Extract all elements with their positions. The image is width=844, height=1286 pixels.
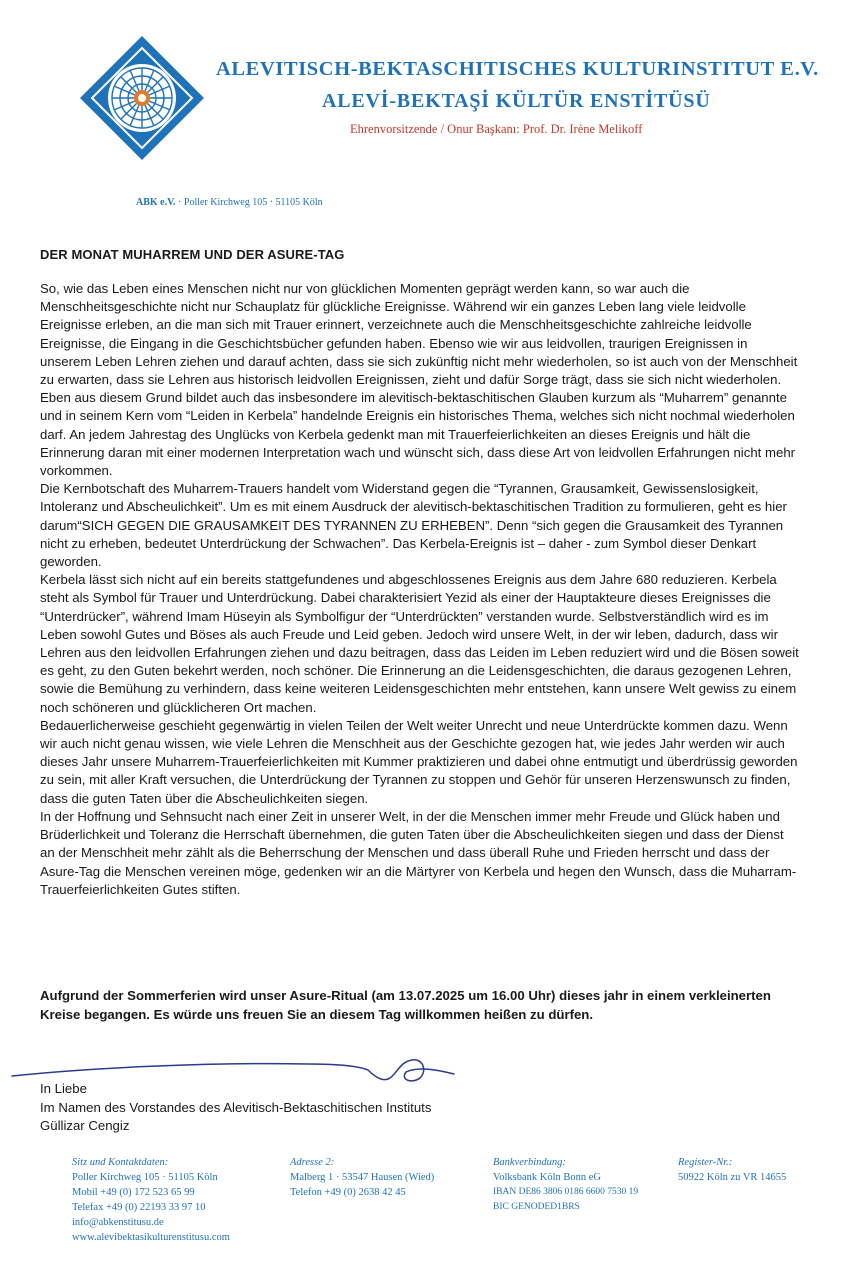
footer-register-line: 50922 Köln zu VR 14655 — [678, 1172, 787, 1183]
org-title-turkish: ALEVİ-BEKTAŞİ KÜLTÜR ENSTİTÜSÜ — [322, 90, 711, 112]
footer-contact-line: Telefax +49 (0) 22193 33 97 10 — [72, 1202, 206, 1213]
sender-address: · Poller Kirchweg 105 · 51105 Köln — [175, 197, 323, 208]
footer-email: info@abkenstitusu.de — [72, 1217, 164, 1228]
closing-greeting: In Liebe — [40, 1081, 87, 1096]
body-paragraph: So, wie das Leben eines Menschen nicht nur von glücklichen Momenten geprägt werden kann, so war auch die Menschheitsgeschichte nicht nur Schauplatz für glückliche Ereignisse. Während wir ein ganzes Leben lang viele leidvolle Ereignisse erleben, an die man sich mit Trauer erinnert, verzeichnete auch die Menschheitsgeschichte zahlreiche leidvolle Ereignisse, die Eingang in die Geschichtsbücher gefunden haben. Ebenso wie wir aus leidvollen, traurigen Ereignissen in unserem Leben Lehren ziehen und darauf achten, dass sie sich zukünftig nicht mehr wiederholen, so ist auch von der Menschheit zu erwarten, dass sie Lehren aus historisch leidvollen Ereignissen, zieht und dafür Sorge trägt, dass sie sich nicht wiederholen. Eben aus diesem Grund bildet auch das insbesondere im alevitisch-bektaschitischen Glauben kurzum als “Muharrem” genannte und in seinem Kern vom “Leiden in Kerbela” handelnde Ereignis ein historisches Thema, welches sich nicht nochmal wiederholen darf. An jedem Jahrestag des Unglücks von Kerbela gedenkt man mit Trauerfeierlichkeiten an dieses Ereignis und hält die Erinnerung daran mit einer modernen Interpretation wach und wünscht sich, dass diese Art von leidvollen Erfahrungen nicht mehr vorkommen. — [40, 281, 798, 479]
footer-register-heading: Register-Nr.: — [678, 1157, 733, 1168]
body-paragraph: In der Hoffnung und Sehnsucht nach einer Zeit in unserer Welt, in der die Menschen immer mehr Freude und Glück haben und Brüderlichkeit und Toleranz die Herrschaft übernehmen, die guten Taten über die Abscheulichkeiten siegen und dass der Dienst an der Menschheit mehr zählt als die Beherrschung der Menschen und dass überall Ruhe und Frieden herrscht und dass der Asure-Tag die Menschen vereinen möge, gedenken wir an die Märtyrer von Kerbela und hegen den Wunsch, dass die Muharram-Trauerfeierlichkeiten Gutes stiften. — [40, 808, 797, 897]
org-title-german: ALEVITISCH-BEKTASCHITISCHES KULTURINSTITUT E.V. — [216, 58, 819, 80]
body-paragraph: Bedauerlicherweise geschieht gegenwärtig in vielen Teilen der Welt weiter Unrecht und neue Unterdrückte kommen dazu. Wenn wir auch nicht genau wissen, wie viele Lehren die Menschheit aus der Geschichte gezogen hat, wie jedes Jahr werden wir auch dieses Jahr unsere Muharrem-Trauerfeierlichkeiten mit Kummer praktizieren und dabei ohne entmutigt und überdrüssig geworden zu sein, mit aller Kraft versuchen, die Unterdrückung der Tyrannen zu stoppen und Gehör für unseren Herzenswunsch zu finden, dass die guten Taten über die Abscheulichkeiten siegen. — [40, 717, 798, 806]
sender-line — [136, 197, 323, 208]
closing-block — [40, 1080, 431, 1136]
signatory-name: Güllizar Cengiz — [40, 1118, 130, 1133]
footer-address2-line: Telefon +49 (0) 2638 42 45 — [290, 1187, 406, 1198]
footer-address2-line: Malberg 1 · 53547 Hausen (Wied) — [290, 1172, 435, 1183]
footer-address2 — [290, 1155, 434, 1200]
footer-bank-bic: BIC GENODED1BRS — [493, 1202, 580, 1212]
body-paragraph: Die Kernbotschaft des Muharrem-Trauers handelt vom Widerstand gegen die “Tyrannen, Grausamkeit, Gewissenslosigkeit, Intoleranz und Abscheulichkeit”. Um es mit einem Ausdruck der alevitisch-bektaschitischen Tradition zu formulieren, geht es hier darum“SICH GEGEN DIE GRAUSAMKEIT DES TYRANNEN ZU ERHEBEN”. Denn “sich gegen die Grausamkeit des Tyrannen nicht zu erheben, bedeutet Unterdrückung der Schwachen”. Das Kerbela-Ereignis ist – daher - zum Symbol dieser Denkart geworden. — [40, 481, 787, 570]
footer-bank-iban: IBAN DE86 3806 0186 6600 7530 19 — [493, 1187, 639, 1197]
document-body — [40, 280, 800, 899]
footer-register — [678, 1155, 786, 1185]
abk-logo — [78, 34, 206, 162]
document-heading: DER MONAT MUHARREM UND DER ASURE-TAG — [40, 247, 345, 262]
footer-bank-line: Volksbank Köln Bonn eG — [493, 1172, 602, 1183]
footer-website: www.alevibektasikulturenstitusu.com — [72, 1232, 230, 1243]
event-notice: Aufgrund der Sommerferien wird unser Asure-Ritual (am 13.07.2025 um 16.00 Uhr) dieses jahr in einem verkleinerten Kreise begangen. Es würde uns freuen Sie an diesem Tag willkommen heißen zu dürfen. — [40, 988, 771, 1022]
footer-contact-heading: Sitz und Kontaktdaten: — [72, 1157, 169, 1168]
body-paragraph: Kerbela lässt sich nicht auf ein bereits stattgefundenes und abgeschlossenes Ereignis aus dem Jahre 680 reduzieren. Kerbela steht als Symbol für Trauer und Unterdrückung. Dabei charakterisiert Yezid als einer der Hauptakteure dieses Ereignisses die “Unterdrücker”, während Imam Hüseyin als Symbolfigur der “Unterdrückten” verstanden wurde. Selbstverständlich wird es im Leben sowohl Gutes und Böses als auch Freude und Leid geben. Jedoch wird unsere Welt, in der wir leben, dadurch, dass wir Lehren aus den leidvollen Erfahrungen ziehen und dazu beitragen, dass das Leiden im Leben reduziert wird und die Bösen soweit es geht, zu den Guten bekehrt werden, noch schöner. Die Erinnerung an die Leidensgeschichten, die daraus gezogenen Lehren, sowie die Bemühung zu verhindern, dass keine weiteren Leidensgeschichten mehr entstehen, kann unsere Welt gewiss zu einem noch schöneren und glücklicheren Ort machen. — [40, 572, 799, 715]
sender-org: ABK e.V. — [136, 197, 176, 208]
footer-bank-heading: Bankverbindung: — [493, 1157, 566, 1168]
footer-bank — [493, 1155, 638, 1215]
footer-contact-line: Mobil +49 (0) 172 523 65 99 — [72, 1187, 195, 1198]
footer-contact-line: Poller Kirchweg 105 · 51105 Köln — [72, 1172, 218, 1183]
footer-contact — [72, 1155, 230, 1245]
footer-address2-heading: Adresse 2: — [290, 1157, 335, 1168]
closing-on-behalf: Im Namen des Vorstandes des Alevitisch-Bektaschitischen Instituts — [40, 1099, 432, 1115]
honorary-chair: Ehrenvorsitzende / Onur Başkanı: Prof. Dr. Irène Melikoff — [350, 122, 643, 136]
